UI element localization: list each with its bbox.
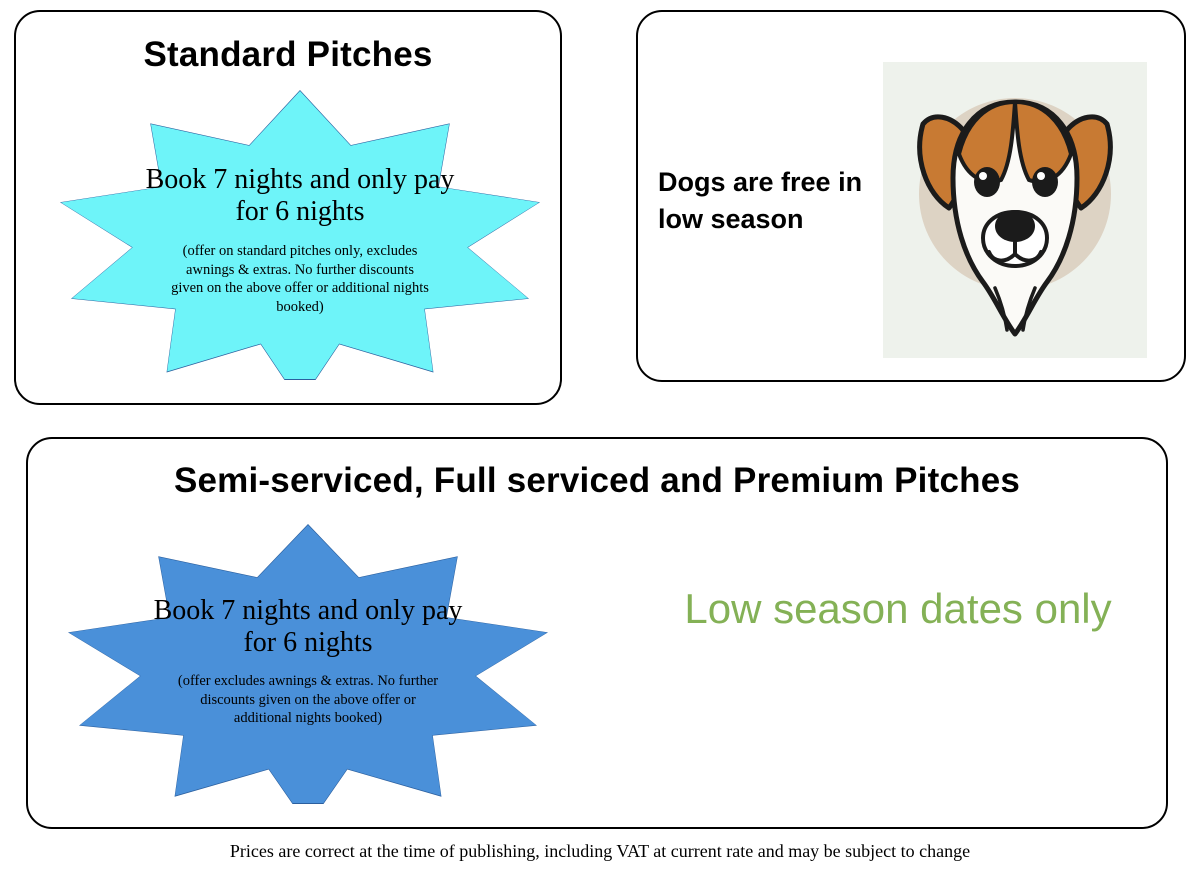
standard-star-fill — [61, 91, 539, 379]
dogs-free-text: Dogs are free in low season — [658, 167, 863, 235]
serviced-star-inner — [69, 525, 547, 803]
standard-star-note: (offer on standard pitches only, excludes awnings & extras. No further discounts given on the above offer or additional nights booked) — [171, 243, 429, 315]
serviced-pitches-panel — [26, 437, 1168, 829]
standard-offer-star — [60, 90, 540, 380]
serviced-star-headline: Book 7 nights and only pay for 6 nights — [153, 595, 463, 659]
standard-star-inner — [61, 91, 539, 379]
dog-illustration-image — [883, 62, 1147, 358]
dogs-panel — [636, 10, 1186, 382]
serviced-pitches-title: Semi-serviced, Full serviced and Premium Pitches — [173, 461, 1021, 500]
serviced-star-fill — [69, 525, 547, 803]
standard-pitches-title: Standard Pitches — [143, 35, 433, 74]
footer-disclaimer: Prices are correct at the time of publishing, including VAT at current rate and may be subject to change — [229, 841, 971, 861]
serviced-offer-star — [68, 524, 548, 804]
low-season-dates-text: Low season dates only — [684, 585, 1112, 632]
serviced-star-note: (offer excludes awnings & extras. No further discounts given on the above offer or additional nights booked) — [177, 673, 439, 727]
standard-star-headline: Book 7 nights and only pay for 6 nights — [145, 164, 455, 228]
standard-pitches-panel — [14, 10, 562, 405]
